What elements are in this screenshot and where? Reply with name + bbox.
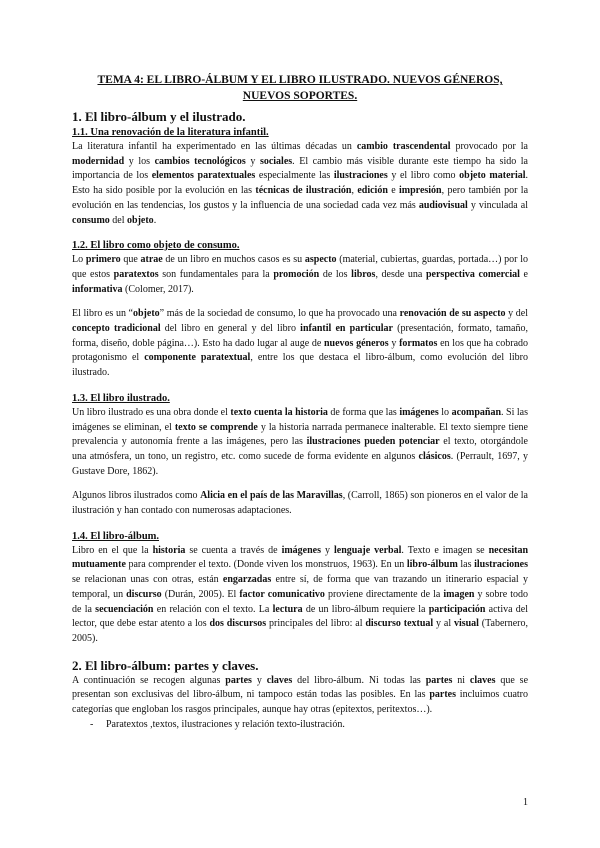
text-run: e xyxy=(387,185,400,197)
text-run: y del xyxy=(505,308,529,320)
text-run: de los xyxy=(319,268,352,280)
text-run: del libro en general y del libro xyxy=(160,323,301,335)
bold-run: componente paratextual xyxy=(144,352,251,364)
text-run: y el libro como xyxy=(387,170,460,182)
text-run: A continuación se recogen algunas xyxy=(72,674,226,686)
list-item xyxy=(72,718,528,733)
text-run: , xyxy=(351,185,358,197)
bold-run: paratextos xyxy=(113,268,159,280)
bullet-dash: - xyxy=(90,718,94,730)
section-1-2-heading: 1.2. El libro como objeto de consumo. xyxy=(72,240,240,252)
bold-run: sociales xyxy=(259,155,293,167)
bold-run: imágenes xyxy=(281,544,322,556)
text-run: La literatura infantil ha experimentado en las últimas décadas un xyxy=(72,141,357,152)
text-run: (presentación, formato, tamaño, forma, diseño, doble página…). Esto ha dado lugar al auge de xyxy=(72,323,528,349)
bold-run: promoción xyxy=(273,268,320,280)
bold-run: concepto tradicional xyxy=(72,323,161,335)
bold-run: cambio trascendental xyxy=(356,141,451,152)
bold-run: atrae xyxy=(140,254,163,266)
text-run: . Texto e imagen se xyxy=(401,544,489,556)
bold-run: lenguaje verbal xyxy=(334,544,402,556)
title-line-2: NUEVOS SOPORTES. xyxy=(242,90,358,102)
text-run: y xyxy=(245,155,260,167)
bold-run: dos discursos xyxy=(209,618,267,630)
bold-run: visual xyxy=(453,618,479,630)
text-run: y vinculada al xyxy=(467,199,529,211)
text-run: . (Perrault, 1697, y Gustave Dore, 1862). xyxy=(72,450,528,477)
bold-run: consumo xyxy=(72,214,110,226)
bold-run: texto cuenta la historia xyxy=(230,406,328,418)
text-run: de un libro en muchos casos es su xyxy=(162,254,305,266)
section-2-heading: 2. El libro-álbum: partes y claves. xyxy=(72,657,259,673)
paragraph-5 xyxy=(72,489,528,518)
bold-run: claves xyxy=(266,674,293,686)
text-run: provocado por la xyxy=(450,141,528,152)
list-item-text: Paratextos ,textos, ilustraciones y relación texto-ilustración. xyxy=(106,718,345,730)
text-run: se cuenta a través de xyxy=(185,544,282,556)
bold-run: edición xyxy=(357,185,388,197)
text-run: de un libro-álbum requiere la xyxy=(302,603,429,615)
text-run: (Tabernero, 2005). xyxy=(72,618,529,644)
text-run: Un libro ilustrado es una obra donde el xyxy=(72,406,231,418)
bold-run: imágenes xyxy=(399,406,439,418)
text-run: Algunos libros ilustrados como xyxy=(72,490,201,502)
text-run: (Durán, 2005). El xyxy=(161,588,240,600)
text-run: y xyxy=(321,544,335,556)
text-run: principales del libro: al xyxy=(266,618,366,630)
bold-run: impresión xyxy=(399,185,442,197)
bold-run: ilustraciones pueden potenciar xyxy=(306,436,440,448)
bold-run: objeto xyxy=(127,214,154,226)
text-run: proviene directamente de la xyxy=(324,588,444,600)
text-run: y sobre todo de la xyxy=(72,588,528,615)
text-run: (Colomer, 2017). xyxy=(122,283,194,295)
bold-run: claves xyxy=(469,674,496,686)
text-run: (material, cubiertas, guardas, portada…) por lo que estos xyxy=(72,254,528,280)
document-title xyxy=(72,72,528,104)
text-run: , desde una xyxy=(375,268,426,280)
paragraph-2 xyxy=(72,253,528,297)
bold-run: imagen xyxy=(443,588,475,600)
text-run: en los que ha cobrado protagonismo el xyxy=(72,337,529,364)
paragraph-6 xyxy=(72,544,528,647)
text-run: especialmente las xyxy=(255,170,334,182)
bold-run: acompañan xyxy=(451,406,502,418)
text-run: se relacionan unas con otras, están xyxy=(72,574,223,586)
bold-run: ilustraciones xyxy=(333,170,388,182)
text-run: entre sí, de forma que van trazando un itinerario espacial y temporal, un xyxy=(72,574,528,600)
text-run: y xyxy=(388,337,400,349)
text-run: lo xyxy=(438,406,452,418)
bold-run: ilustraciones xyxy=(474,559,528,571)
title-line-1: TEMA 4: EL LIBRO-ÁLBUM Y EL LIBRO ILUSTRADO. NUEVOS GÉNEROS, xyxy=(97,74,503,86)
bold-run: renovación de su aspecto xyxy=(399,308,506,320)
text-run: del libro-álbum. Ni todas las xyxy=(292,674,426,686)
text-run: Lo xyxy=(72,254,86,266)
text-run: . El cambio más visible durante este tiempo ha sido la importancia de los xyxy=(72,155,528,182)
text-run: el texto, otorgándole una atmósfera, un tono, un registro, etc. como sucede de forma evidente en algunos xyxy=(72,436,528,462)
bold-run: clásicos xyxy=(418,450,451,462)
text-run: en relación con el texto. La xyxy=(153,603,273,615)
text-run: . xyxy=(153,214,157,226)
text-run: , (Carroll, 1865) son pioneros en el valor de la ilustración y han contado con numerosas adaptaciones. xyxy=(72,490,528,517)
text-run: y xyxy=(251,674,267,686)
bold-run: necesitan mutuamente xyxy=(72,544,529,571)
text-run: incluimos cuatro categorías que engloban los rasgos principales, aunque hay otras (epitextos, peritextos…). xyxy=(72,689,528,716)
bold-run: historia xyxy=(152,544,186,556)
bold-run: participación xyxy=(428,603,486,615)
text-run: Libro en el que la xyxy=(72,544,153,556)
section-1-heading: 1. El libro-álbum y el ilustrado. xyxy=(72,109,246,124)
text-run: , pero también por la evolución en las tendencias, los gustos y la influencia de una sociedad cada vez más xyxy=(72,185,529,211)
bold-run: cambios tecnológicos xyxy=(154,155,246,167)
paragraph-1 xyxy=(72,140,528,228)
text-run: de forma que las xyxy=(327,406,400,418)
bold-run: informativa xyxy=(72,283,123,295)
bold-run: Alicia en el país de las Maravillas xyxy=(200,490,343,502)
text-run: y los xyxy=(124,155,155,167)
bold-run: discurso textual xyxy=(365,618,434,630)
text-run: las xyxy=(457,559,475,571)
paragraph-3 xyxy=(72,307,528,381)
bold-run: secuenciación xyxy=(95,603,154,615)
text-run: e xyxy=(519,268,528,280)
section-1-4-heading: 1.4. El libro-álbum. xyxy=(72,530,160,542)
bold-run: audiovisual xyxy=(418,199,468,211)
bold-run: aspecto xyxy=(304,254,337,266)
bold-run: nuevos géneros xyxy=(323,337,389,349)
section-1-3-heading: 1.3. El libro ilustrado. xyxy=(72,392,170,404)
paragraph-4 xyxy=(72,406,528,480)
bold-run: texto se comprende xyxy=(174,421,258,433)
text-run: son fundamentales para la xyxy=(158,268,274,280)
text-run: y la historia narrada permanece inalterable. El texto siempre tiene prevalencia y autonomía frente a las imágenes, pero las xyxy=(72,421,528,448)
bold-run: engarzadas xyxy=(222,574,272,586)
bold-run: técnicas de ilustración xyxy=(255,185,352,197)
bold-run: partes xyxy=(425,674,453,686)
text-run: activa del lector, que debe estar atento a los xyxy=(72,603,529,630)
text-run: ni xyxy=(452,674,470,686)
text-run: que se presentan son exclusivas del libro-álbum, ni tampoco están todas las posibles. En las xyxy=(72,674,529,701)
bold-run: libro-álbum xyxy=(406,559,458,571)
bold-run: partes xyxy=(429,689,457,701)
bold-run: libros xyxy=(351,268,376,280)
text-run: , entre los que destaca el libro-álbum, como evolución del libro ilustrado. xyxy=(72,352,529,379)
bold-run: modernidad xyxy=(72,155,125,167)
bold-run: discurso xyxy=(126,588,162,600)
text-run: ” más de la sociedad de consumo, lo que ha provocado una xyxy=(159,308,400,320)
paragraph-7 xyxy=(72,674,528,718)
bold-run: objeto xyxy=(133,308,160,320)
text-run: . Esto ha sido posible por la evolución en las xyxy=(72,170,529,197)
section-1-1-heading: 1.1. Una renovación de la literatura infantil. xyxy=(72,127,269,138)
bold-run: elementos paratextuales xyxy=(151,170,256,182)
text-run: del xyxy=(109,214,128,226)
bold-run: factor comunicativo xyxy=(239,588,325,600)
text-run: que xyxy=(120,254,141,266)
document-page xyxy=(72,72,528,733)
bold-run: lectura xyxy=(272,603,303,615)
page-number: 1 xyxy=(523,797,528,808)
bold-run: infantil en particular xyxy=(300,323,393,335)
bullet-list xyxy=(72,718,528,733)
bold-run: perspectiva comercial xyxy=(425,268,520,280)
bold-run: primero xyxy=(85,254,121,266)
bold-run: objeto material xyxy=(459,170,526,182)
text-run: El libro es un “ xyxy=(72,308,133,320)
bold-run: partes xyxy=(225,674,252,686)
text-run: . Si las imágenes se eliminan, el xyxy=(72,406,528,433)
text-run: y al xyxy=(433,618,454,630)
text-run: para comprender el texto. (Donde viven los monstruos, 1963). En un xyxy=(125,559,407,571)
bold-run: formatos xyxy=(399,337,438,349)
